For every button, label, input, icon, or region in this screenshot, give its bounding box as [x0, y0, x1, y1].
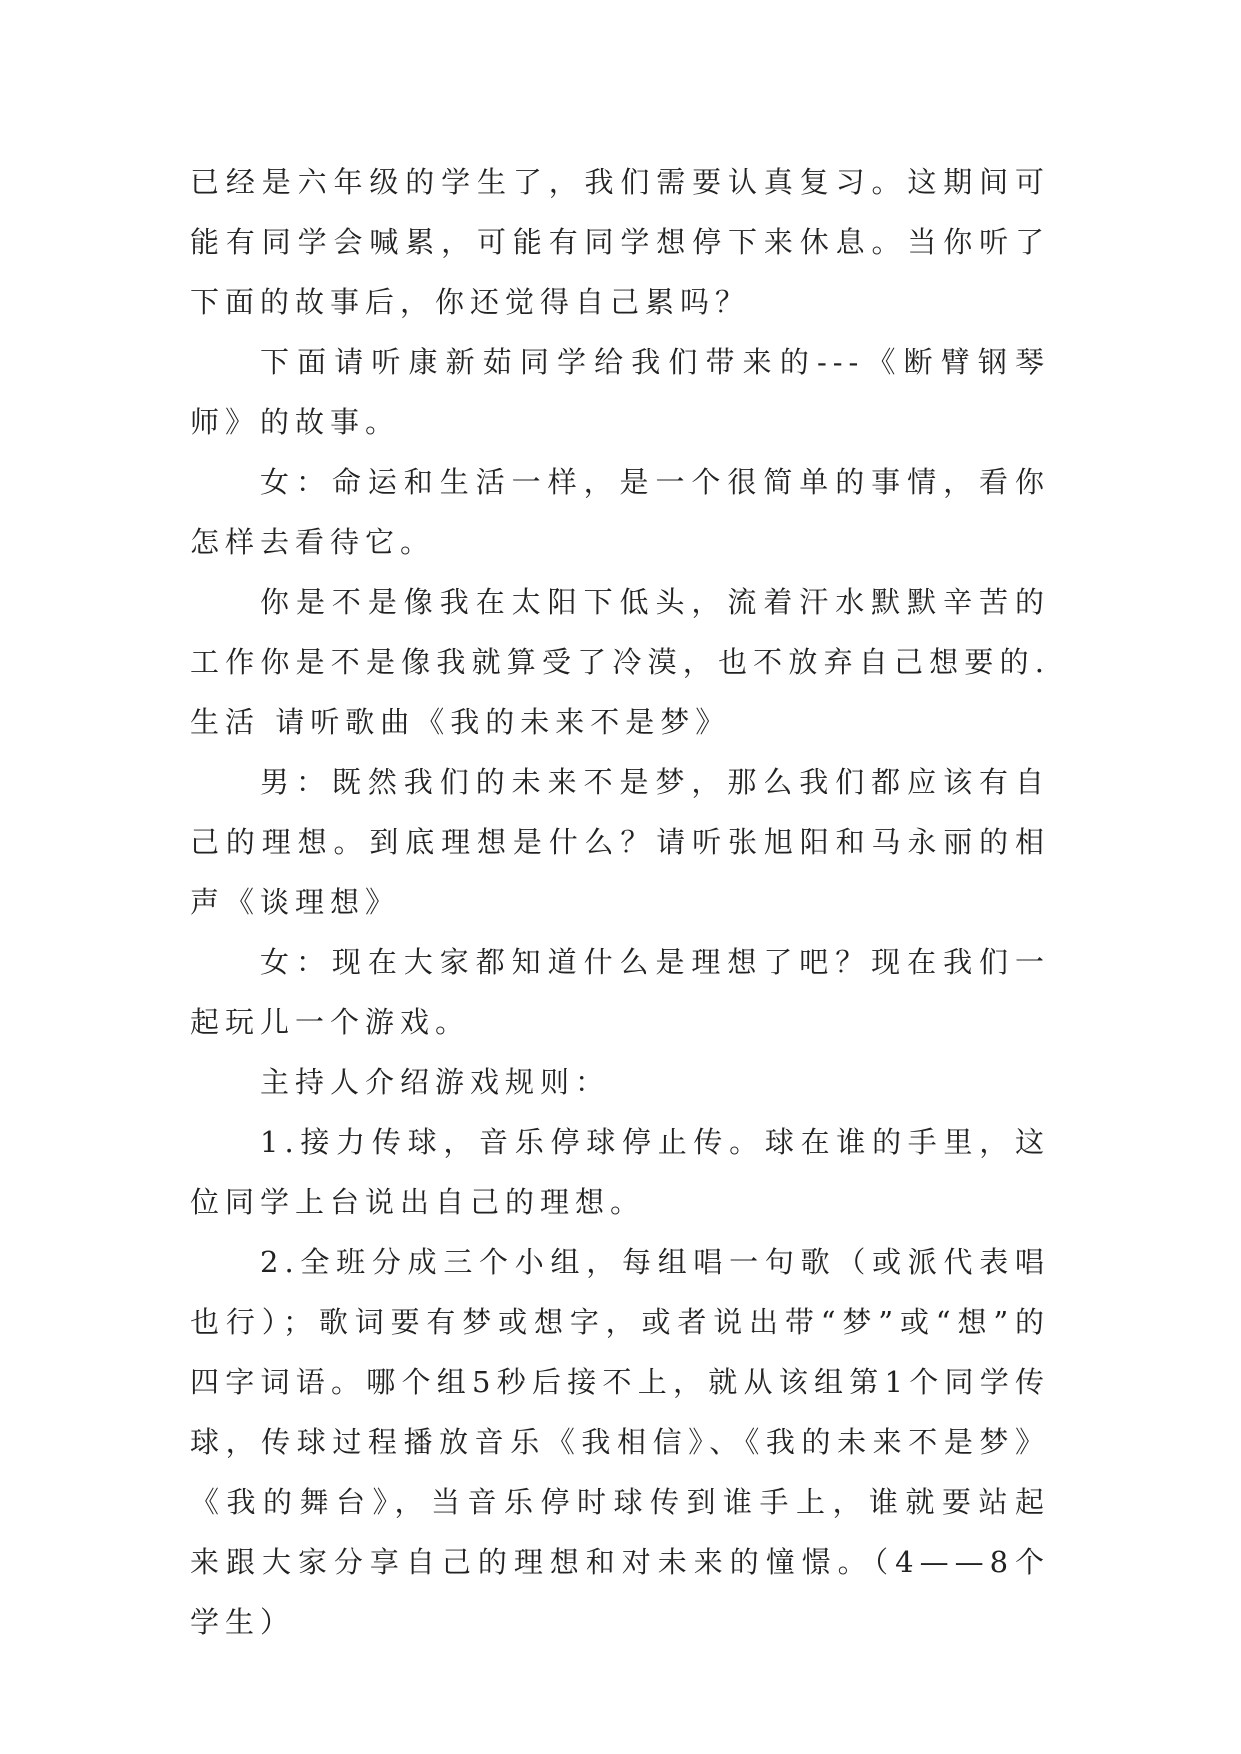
paragraph-rule-1: 1.接力传球，音乐停球停止传。球在谁的手里，这位同学上台说出自己的理想。 [190, 1125, 1050, 1219]
document-page [190, 152, 1050, 1652]
paragraph-song-lyrics: 你是不是像我在太阳下低头，流着汗水默默辛苦的工作你是不是像我就算受了冷漠，也不放弃自己想要的.生活 请听歌曲《我的未来不是梦》 [190, 585, 1050, 739]
paragraph-female-host-1: 女：命运和生活一样，是一个很简单的事情，看你怎样去看待它。 [190, 465, 1050, 559]
paragraph-story-intro: 下面请听康新茹同学给我们带来的---《断臂钢琴师》的故事。 [190, 345, 1050, 439]
paragraph-game-rules-heading: 主持人介绍游戏规则： [260, 1065, 611, 1099]
paragraph-male-host: 男：既然我们的未来不是梦，那么我们都应该有自己的理想。到底理想是什么？请听张旭阳和马永丽的相声《谈理想》 [190, 765, 1050, 919]
paragraph-intro: 已经是六年级的学生了，我们需要认真复习。这期间可能有同学会喊累，可能有同学想停下来休息。当你听了下面的故事后，你还觉得自己累吗？ [190, 165, 1050, 319]
paragraph-female-host-2: 女：现在大家都知道什么是理想了吧？现在我们一起玩儿一个游戏。 [190, 945, 1050, 1039]
paragraph-rule-2: 2.全班分成三个小组，每组唱一句歌（或派代表唱也行）；歌词要有梦或想字，或者说出带“梦”或“想”的四字词语。哪个组5秒后接不上，就从该组第1个同学传球，传球过程播放音乐《我相信》、《我的未来不是梦》《我的舞台》，当音乐停时球传到谁手上，谁就要站起来跟大家分享自己的理想和对未来的憧憬。（4——8个学生） [190, 1245, 1050, 1639]
